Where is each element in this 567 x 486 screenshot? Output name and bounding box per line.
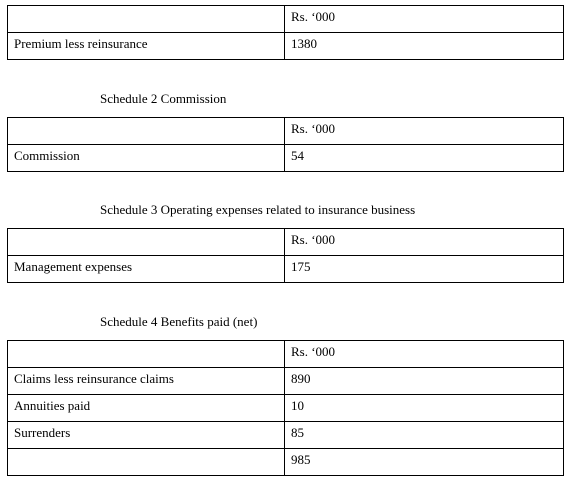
row-label-cell [8,449,285,476]
row-value-cell: 54 [285,145,564,172]
row-value-cell: 175 [285,256,564,283]
row-label-cell: Commission [8,145,285,172]
table-row [8,395,564,422]
table-row [8,145,564,172]
header-label-cell [8,229,285,256]
row-value-cell: 890 [285,368,564,395]
row-value-cell: 1380 [285,33,564,60]
header-label-cell [8,6,285,33]
schedule-4-table [7,340,564,476]
table-row [8,256,564,283]
row-value-cell: 85 [285,422,564,449]
row-label-cell: Surrenders [8,422,285,449]
table-header-row [8,341,564,368]
schedule-1-table [7,5,564,60]
header-unit-cell: Rs. ‘000 [285,229,564,256]
row-value-cell: 10 [285,395,564,422]
total-value-cell: 985 [285,449,564,476]
table-header-row [8,6,564,33]
table-header-row [8,118,564,145]
schedule-4-heading: Schedule 4 Benefits paid (net) [100,314,258,329]
row-label-cell: Management expenses [8,256,285,283]
table-row [8,368,564,395]
schedule-2-table [7,117,564,172]
schedule-3-table [7,228,564,283]
schedule-2-heading: Schedule 2 Commission [100,91,227,106]
table-total-row [8,449,564,476]
header-unit-cell: Rs. ‘000 [285,341,564,368]
row-label-cell: Premium less reinsurance [8,33,285,60]
schedule-3-heading: Schedule 3 Operating expenses related to insurance business [100,202,416,217]
header-label-cell [8,341,285,368]
table-row [8,422,564,449]
table-row [8,33,564,60]
row-label-cell: Annuities paid [8,395,285,422]
header-label-cell [8,118,285,145]
row-label-cell: Claims less reinsurance claims [8,368,285,395]
table-header-row [8,229,564,256]
header-unit-cell: Rs. ‘000 [285,118,564,145]
header-unit-cell: Rs. ‘000 [285,6,564,33]
